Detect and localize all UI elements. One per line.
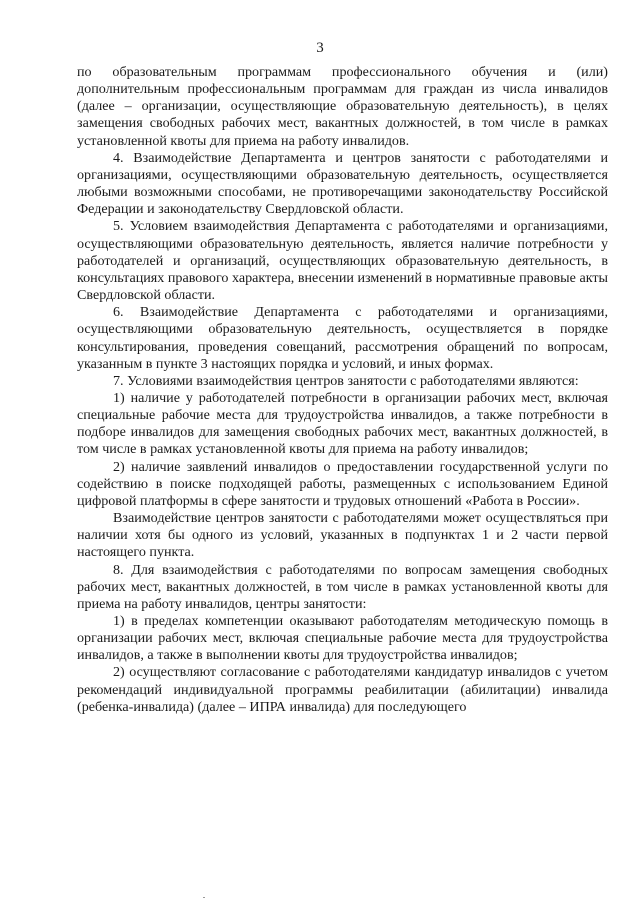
paragraph-item-8-subitem-2: 2) осуществляют согласование с работодателями кандидатур инвалидов с учетом рекомендаций индивидуальной программы реабилитации (абилитации) инвалида (ребенка-инвалида) (далее – ИПРА инвалида) для последующего — [77, 664, 608, 715]
document-body — [77, 64, 608, 716]
paragraph-item-7: 7. Условиями взаимодействия центров занятости с работодателями являются: — [113, 372, 579, 389]
paragraph-continuation: по образовательным программам профессионального обучения и (или) дополнительным профессиональным программам для граждан из числа инвалидов (далее – организации, осуществляющие образовательную деятельность), в целях замещения свободных рабочих мест, вакантных должностей, в том числе в рамках установленной квоты для приема на работу инвалидов. — [77, 64, 608, 149]
paragraph-item-7-subitem-2: 2) наличие заявлений инвалидов о предоставлении государственной услуги по содействию в поиске подходящей работы, размещенных с использованием Единой цифровой платформы в сфере занятости и трудовых отношений «Работа в России». — [77, 458, 608, 509]
paragraph-item-8-subitem-1: 1) в пределах компетенции оказывают работодателям методическую помощь в организации рабочих мест, включая специальные рабочие места для трудоустройства инвалидов, а также в выполнении квоты для трудоустройства инвалидов; — [77, 613, 608, 664]
paragraph-item-4: 4. Взаимодействие Департамента и центров занятости с работодателями и организациями, осуществляющими образовательную деятельность, осуществляется любыми возможными способами, не противоречащими законодательству Российской Федерации и законодательству Свердловской области. — [77, 149, 608, 218]
paragraph-item-8: 8. Для взаимодействия с работодателями по вопросам замещения свободных рабочих мест, вакантных должностей, в том числе в рамках установленной квоты для приема на работу инвалидов, центры занятости: — [77, 561, 608, 612]
paragraph-item-6: 6. Взаимодействие Департамента с работодателями и организациями, осуществляющими образовательную деятельность, осуществляется в порядке консультирования, проведения совещаний, рассмотрения обращений по вопросам, указанным в пункте 3 настоящих порядка и условий, и иных формах. — [77, 304, 608, 372]
paragraph-item-7-subitem-1: 1) наличие у работодателей потребности в организации рабочих мест, включая специальные рабочие места для трудоустройства инвалидов, а также потребности в подборе инвалидов для замещения свободных рабочих мест, вакантных должностей, в том числе в рамках установленной квоты для приема на работу инвалидов; — [77, 389, 608, 458]
scan-speck — [203, 897, 205, 898]
paragraph-item-7-note: Взаимодействие центров занятости с работодателями может осуществляться при наличии хотя бы одного из условий, указанных в подпунктах 1 и 2 части первой настоящего пункта. — [77, 510, 608, 561]
paragraph-item-5: 5. Условием взаимодействия Департамента с работодателями и организациями, осуществляющими образовательную деятельность, является наличие потребности у работодателей и организаций, осуществляющих образовательную деятельность, в консультациях правового характера, внесении изменений в нормативные правовые акты Свердловской области. — [77, 218, 608, 304]
page-number: 3 — [316, 40, 324, 56]
